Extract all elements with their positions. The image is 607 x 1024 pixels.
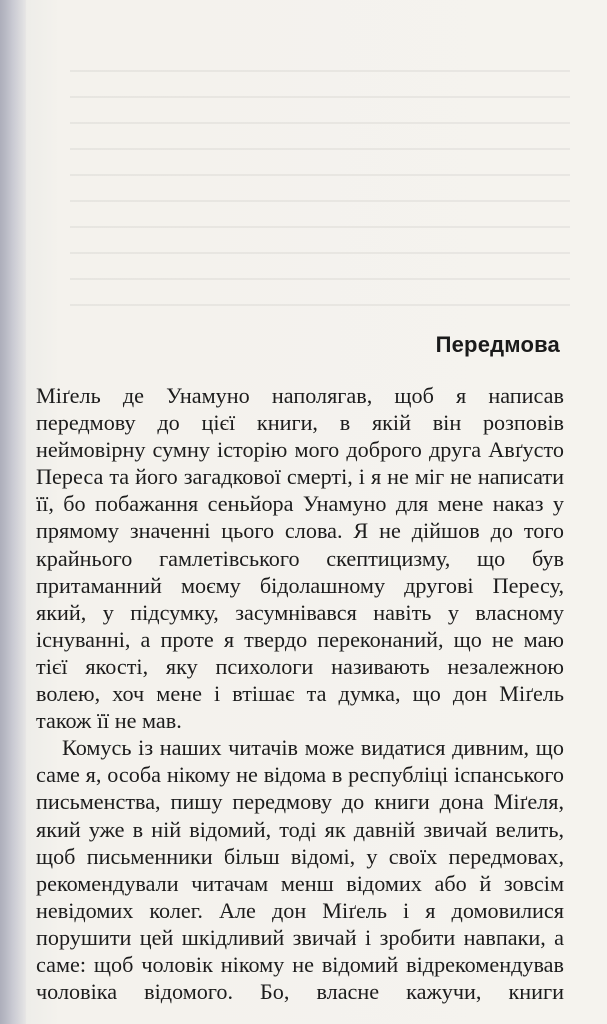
section-heading: Передмова <box>435 332 560 357</box>
paragraph-1: Міґель де Унамуно наполягав, щоб я написав передмову до цієї книги, в якій він розповів неймовірну сумну історію мого доброго друга Авґусто Переса та його загадкової смерті, і я не міг не написати її, бо побажання сеньйора Унамуно для мене наказ у прямому значенні цього слова. Я не дійшов до того крайнього гамлетівського скептицизму, що був притаманний моєму бідолашному другові Пересу, який, у підсумку, засумнівався навіть у власному існуванні, а проте я твердо переконаний, що не маю тієї якості, яку психологи називають незалежною волею, хоч мене і втішає та думка, що дон Міґель також її не мав. <box>36 383 564 734</box>
paragraph-2: Комусь із наших читачів може видатися дивним, що саме я, особа нікому не відома в республіці іспанського письменства, пишу передмову до книги дона Міґеля, який уже в ній відомий, тоді як давній звичай велить, щоб письменники більш відомі, у своїх передмовах, рекомендували читачам менш відомих або й зовсім невідомих колег. Але дон Міґель і я домовилися порушити цей шкідливий звичай і зробити навпаки, а саме: щоб чоловік нікому не відомий відрекомендував чоловіка відомого. Бо, власне кажучи, книги <box>36 735 564 1005</box>
bleed-through-text <box>70 70 570 330</box>
body-text <box>36 382 564 1005</box>
scan-edge-shadow <box>0 0 26 1024</box>
